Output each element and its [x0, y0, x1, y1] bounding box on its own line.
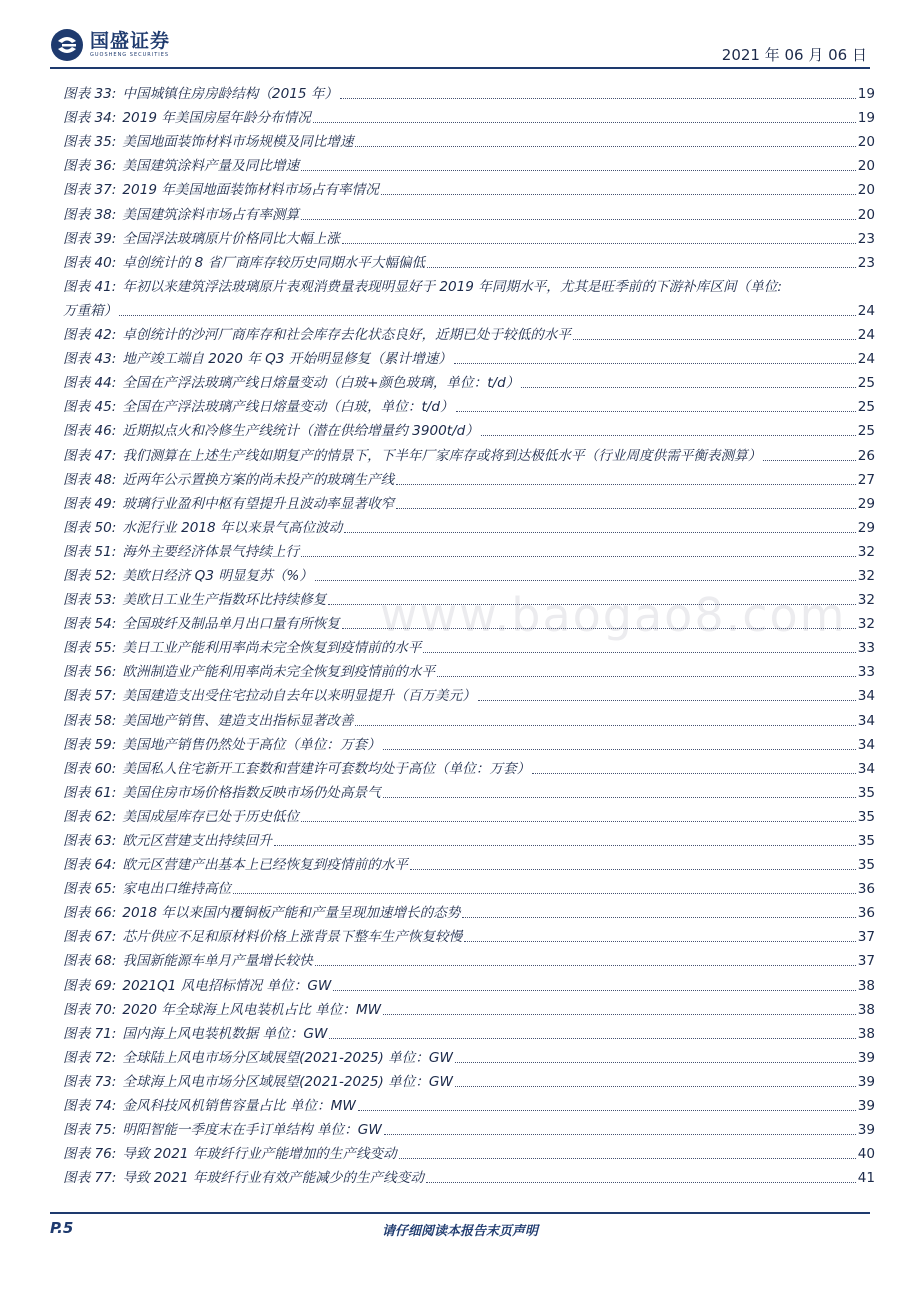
toc-leader-dots — [763, 459, 855, 461]
toc-leader-dots — [427, 266, 856, 268]
toc-leader-dots — [313, 121, 856, 123]
guosheng-logo-icon — [50, 28, 84, 62]
toc-entry-label: 图表 50: — [63, 519, 117, 536]
toc-entry[interactable] — [63, 874, 875, 898]
toc-entry[interactable] — [63, 898, 875, 922]
toc-entry-page: 20 — [857, 206, 875, 223]
toc-leader-dots — [355, 145, 855, 147]
toc-entry-page: 26 — [857, 447, 875, 464]
toc-entry-label: 图表 58: — [63, 712, 117, 729]
toc-entry-label: 图表 53: — [63, 592, 117, 609]
toc-entry[interactable] — [63, 730, 875, 754]
toc-entry-label: 图表 74: — [63, 1098, 117, 1115]
toc-leader-dots — [355, 724, 855, 726]
toc-entry[interactable] — [63, 609, 875, 633]
toc-entry-page: 37 — [857, 953, 875, 970]
toc-entry[interactable] — [63, 705, 875, 729]
toc-entry-title: 我国新能源车单月产量增长较快 — [122, 953, 313, 970]
toc-entry-label: 图表 71: — [63, 1025, 117, 1042]
toc-entry-page: 25 — [857, 375, 875, 392]
toc-entry-label: 图表 69: — [63, 977, 117, 994]
toc-entry-page: 29 — [857, 495, 875, 512]
toc-entry-page: 32 — [857, 616, 875, 633]
toc-entry-title: 明阳智能一季度末在手订单结构 单位：GW — [122, 1122, 382, 1139]
toc-leader-dots — [455, 1085, 856, 1087]
toc-entry-continuation[interactable] — [63, 296, 875, 320]
toc-entry-label: 图表 51: — [63, 543, 117, 560]
toc-entry[interactable] — [63, 1163, 875, 1187]
toc-entry-title: 近期拟点火和冷修生产线统计（潜在供给增量约 3900t/d） — [122, 423, 479, 440]
toc-leader-dots — [455, 1061, 856, 1063]
toc-entry-label: 图表 47: — [63, 447, 117, 464]
toc-entry[interactable] — [63, 392, 875, 416]
toc-entry[interactable] — [63, 826, 875, 850]
toc-entry-page: 29 — [857, 519, 875, 536]
toc-entry-label: 图表 55: — [63, 640, 117, 657]
toc-entry-title: 导致 2021 年玻纤行业有效产能减少的生产线变动 — [122, 1170, 424, 1187]
report-date: 2021 年 06 月 06 日 — [721, 46, 867, 64]
toc-leader-dots — [301, 820, 856, 822]
toc-entry[interactable] — [63, 1115, 875, 1139]
toc-entry-page: 38 — [857, 977, 875, 994]
toc-entry-label: 图表 48: — [63, 471, 117, 488]
toc-entry-page: 23 — [857, 230, 875, 247]
toc-entry-page: 35 — [857, 784, 875, 801]
toc-entry-page: 36 — [857, 905, 875, 922]
toc-entry-page: 32 — [857, 592, 875, 609]
toc-entry[interactable] — [63, 657, 875, 681]
toc-leader-dots — [328, 603, 855, 605]
toc-leader-dots — [396, 507, 855, 509]
toc-leader-dots — [462, 916, 855, 918]
toc-entry-title: 水泥行业 2018 年以来景气高位波动 — [122, 519, 343, 536]
toc-entry-title: 全国在产浮法玻璃产线日熔量变动（白玻，单位：t/d） — [122, 399, 454, 416]
toc-leader-dots — [481, 434, 856, 436]
toc-entry-title: 美欧日工业生产指数环比持续修复 — [122, 592, 327, 609]
toc-entry-page: 37 — [857, 929, 875, 946]
toc-entry[interactable] — [63, 633, 875, 657]
toc-entry-page: 39 — [857, 1073, 875, 1090]
toc-entry-label: 图表 54: — [63, 616, 117, 633]
toc-entry-title: 全国玻纤及制品单月出口量有所恢复 — [122, 616, 340, 633]
toc-entry[interactable] — [63, 224, 875, 248]
toc-leader-dots — [383, 1013, 856, 1015]
toc-leader-dots — [573, 338, 856, 340]
toc-entry-title: 2018 年以来国内覆铜板产能和产量呈现加速增长的态势 — [122, 905, 461, 922]
toc-entry-label: 图表 34: — [63, 110, 117, 127]
toc-entry-page: 19 — [857, 86, 875, 103]
toc-entry-title: 美国建造支出受住宅拉动自去年以来明显提升（百万美元） — [122, 688, 476, 705]
toc-entry[interactable] — [63, 1139, 875, 1163]
toc-entry-label: 图表 61: — [63, 784, 117, 801]
toc-leader-dots — [437, 675, 856, 677]
toc-entry-label: 图表 66: — [63, 905, 117, 922]
toc-entry-page: 39 — [857, 1098, 875, 1115]
toc-entry-page: 20 — [857, 182, 875, 199]
toc-entry-page: 23 — [857, 254, 875, 271]
toc-entry-page: 35 — [857, 808, 875, 825]
toc-leader-dots — [454, 362, 856, 364]
toc-entry-label: 图表 33: — [63, 86, 117, 103]
toc-entry[interactable] — [63, 320, 875, 344]
toc-entry-title: 导致 2021 年玻纤行业产能增加的生产线变动 — [122, 1146, 397, 1163]
toc-entry[interactable] — [63, 79, 875, 103]
toc-entry-title: 美国成屋库存已处于历史低位 — [122, 808, 300, 825]
brand-name-en: GUOSHENG SECURITIES — [90, 52, 170, 58]
toc-entry-page: 33 — [857, 640, 875, 657]
toc-entry-label: 图表 39: — [63, 230, 117, 247]
toc-entry-title: 美国建筑涂料市场占有率测算 — [122, 206, 300, 223]
toc-entry[interactable] — [63, 368, 875, 392]
toc-entry-title: 我们测算在上述生产线如期复产的情景下，下半年厂家库存或将到达极低水平（行业周度供需平衡表测算） — [122, 447, 762, 464]
toc-entry-title: 美国住房市场价格指数反映市场仍处高景气 — [122, 784, 381, 801]
toc-entry-title: 芯片供应不足和原材料价格上涨背景下整车生产恢复较慢 — [122, 929, 463, 946]
toc-entry-label: 图表 57: — [63, 688, 117, 705]
toc-entry-page: 27 — [857, 471, 875, 488]
toc-entry-page: 34 — [857, 736, 875, 753]
toc-entry-title-continued: 万重箱） — [63, 302, 118, 319]
toc-leader-dots — [383, 796, 856, 798]
toc-entry-page: 36 — [857, 881, 875, 898]
toc-entry-page: 20 — [857, 158, 875, 175]
toc-entry[interactable] — [63, 970, 875, 994]
toc-entry-label: 图表 75: — [63, 1122, 117, 1139]
toc-entry[interactable] — [63, 1091, 875, 1115]
toc-entry-label: 图表 60: — [63, 760, 117, 777]
toc-leader-dots — [329, 1037, 855, 1039]
toc-leader-dots — [119, 314, 855, 316]
toc-entry-title: 美国地面装饰材料市场规模及同比增速 — [122, 134, 354, 151]
toc-entry[interactable] — [63, 585, 875, 609]
toc-entry-label: 图表 70: — [63, 1001, 117, 1018]
toc-entry-page: 19 — [857, 110, 875, 127]
toc-leader-dots — [315, 579, 856, 581]
header-divider — [50, 67, 870, 69]
toc-entry-page: 33 — [857, 664, 875, 681]
toc-entry[interactable] — [63, 681, 875, 705]
toc-entry[interactable] — [63, 272, 875, 296]
toc-entry[interactable] — [63, 1067, 875, 1091]
toc-entry-page: 38 — [857, 1025, 875, 1042]
toc-entry-label: 图表 52: — [63, 567, 117, 584]
toc-entry[interactable] — [63, 440, 875, 464]
toc-leader-dots — [301, 169, 856, 171]
toc-entry-label: 图表 64: — [63, 857, 117, 874]
toc-entry-title: 全国浮法玻璃原片价格同比大幅上涨 — [122, 230, 340, 247]
toc-entry[interactable] — [63, 946, 875, 970]
toc-entry-label: 图表 72: — [63, 1049, 117, 1066]
toc-leader-dots — [399, 1157, 856, 1159]
table-of-figures — [63, 79, 875, 1187]
toc-entry-page: 35 — [857, 833, 875, 849]
toc-entry-label: 图表 63: — [63, 833, 117, 849]
toc-entry-page: 39 — [857, 1122, 875, 1139]
toc-entry-label: 图表 67: — [63, 929, 117, 946]
toc-entry-page: 34 — [857, 688, 875, 705]
toc-leader-dots — [426, 1181, 856, 1183]
toc-entry-page: 35 — [857, 857, 875, 874]
toc-leader-dots — [301, 555, 856, 557]
toc-entry-page: 34 — [857, 760, 875, 777]
toc-leader-dots — [342, 627, 856, 629]
toc-leader-dots — [344, 531, 855, 533]
toc-leader-dots — [333, 989, 855, 991]
toc-entry-title: 美欧日经济 Q3 明显复苏（%） — [122, 567, 313, 584]
toc-entry[interactable] — [63, 127, 875, 151]
toc-entry-label: 图表 65: — [63, 881, 117, 898]
toc-entry-title: 全球陆上风电市场分区域展望(2021-2025) 单位：GW — [122, 1049, 453, 1066]
toc-entry[interactable] — [63, 1043, 875, 1067]
toc-entry-title: 全国在产浮法玻璃产线日熔量变动（白玻+颜色玻璃，单位：t/d） — [122, 375, 520, 392]
toc-entry[interactable] — [63, 151, 875, 175]
toc-leader-dots — [410, 868, 856, 870]
toc-entry-title: 地产竣工端自 2020 年 Q3 开始明显修复（累计增速） — [122, 351, 452, 368]
toc-entry-title: 全球海上风电市场分区域展望(2021-2025) 单位：GW — [122, 1073, 453, 1090]
toc-entry-label: 图表 36: — [63, 158, 117, 175]
toc-leader-dots — [396, 483, 855, 485]
toc-entry-page: 34 — [857, 712, 875, 729]
page-header — [0, 0, 920, 70]
toc-leader-dots — [464, 940, 855, 942]
page-number: P.5 — [50, 1219, 74, 1237]
toc-entry-label: 图表 46: — [63, 423, 117, 440]
toc-entry[interactable] — [63, 199, 875, 223]
toc-entry-title: 2019 年美国房屋年龄分布情况 — [122, 110, 311, 127]
toc-entry-page: 39 — [857, 1049, 875, 1066]
toc-entry[interactable] — [63, 561, 875, 585]
toc-entry-title: 美国地产销售、建造支出指标显著改善 — [122, 712, 354, 729]
brand-name-cn: 国盛证券 — [90, 30, 171, 52]
toc-entry-label: 图表 38: — [63, 206, 117, 223]
toc-entry-label: 图表 42: — [63, 327, 117, 344]
toc-entry-title: 卓创统计的沙河厂商库存和社会库存去化状态良好，近期已处于较低的水平 — [122, 327, 571, 344]
toc-entry[interactable] — [63, 778, 875, 802]
toc-entry[interactable] — [63, 802, 875, 826]
toc-entry[interactable] — [63, 513, 875, 537]
toc-entry-title: 美国私人住宅新开工套数和营建许可套数均处于高位（单位：万套） — [122, 760, 531, 777]
toc-entry-title: 美日工业产能利用率尚未完全恢复到疫情前的水平 — [122, 640, 422, 657]
toc-entry-title: 欧元区营建产出基本上已经恢复到疫情前的水平 — [122, 857, 408, 874]
toc-entry-label: 图表 77: — [63, 1170, 117, 1187]
footer-divider — [50, 1212, 870, 1214]
toc-entry-title: 家电出口维持高位 — [122, 881, 232, 898]
toc-entry-label: 图表 44: — [63, 375, 117, 392]
brand-logo — [50, 28, 170, 62]
toc-entry-title: 玻璃行业盈利中枢有望提升且波动率显著收窄 — [122, 495, 395, 512]
toc-entry-title: 卓创统计的 8 省厂商库存较历史同期水平大幅偏低 — [122, 254, 426, 271]
toc-entry[interactable] — [63, 537, 875, 561]
toc-entry-page: 38 — [857, 1001, 875, 1018]
toc-entry-label: 图表 35: — [63, 134, 117, 151]
toc-entry-label: 图表 76: — [63, 1146, 117, 1163]
toc-leader-dots — [478, 699, 856, 701]
toc-entry-page: 24 — [857, 351, 875, 368]
toc-entry-page: 41 — [857, 1170, 875, 1187]
toc-entry-label: 图表 40: — [63, 254, 117, 271]
toc-entry[interactable] — [63, 754, 875, 778]
toc-entry[interactable] — [63, 1019, 875, 1043]
toc-entry-page: 32 — [857, 567, 875, 584]
toc-leader-dots — [521, 386, 855, 388]
toc-leader-dots — [423, 651, 855, 653]
toc-entry[interactable] — [63, 995, 875, 1019]
toc-entry-title: 年初以来建筑浮法玻璃原片表观消费量表现明显好于 2019 年同期水平，尤其是旺季前的下游补库区间（单位: — [122, 278, 782, 295]
toc-entry-label: 图表 37: — [63, 182, 117, 199]
toc-entry-title: 欧元区营建支出持续回升 — [122, 833, 272, 849]
toc-leader-dots — [315, 964, 856, 966]
toc-entry-title: 欧洲制造业产能利用率尚未完全恢复到疫情前的水平 — [122, 664, 436, 681]
watermark: www.baogao8.com — [380, 588, 847, 642]
toc-entry-label: 图表 68: — [63, 953, 117, 970]
toc-entry-page: 24 — [857, 302, 875, 319]
toc-entry-label: 图表 49: — [63, 495, 117, 512]
disclaimer-note: 请仔细阅读本报告末页声明 — [381, 1224, 538, 1239]
toc-entry-title: 美国建筑涂料产量及同比增速 — [122, 158, 300, 175]
toc-entry-title: 中国城镇住房房龄结构（2015 年） — [122, 86, 339, 103]
toc-entry-label: 图表 43: — [63, 351, 117, 368]
toc-leader-dots — [233, 892, 856, 894]
toc-entry[interactable] — [63, 489, 875, 513]
toc-leader-dots — [456, 410, 856, 412]
toc-entry-label: 图表 56: — [63, 664, 117, 681]
toc-entry[interactable] — [63, 465, 875, 489]
toc-entry-label: 图表 62: — [63, 808, 117, 825]
toc-leader-dots — [381, 193, 856, 195]
toc-entry-page: 32 — [857, 543, 875, 560]
toc-entry[interactable] — [63, 248, 875, 272]
toc-entry-title: 近两年公示置换方案的尚未投产的玻璃生产线 — [122, 471, 395, 488]
toc-entry-label: 图表 41: — [63, 278, 117, 295]
toc-entry-title: 金风科技风机销售容量占比 单位：MW — [122, 1098, 356, 1115]
toc-entry-title: 海外主要经济体景气持续上行 — [122, 543, 300, 560]
toc-entry-page: 25 — [857, 423, 875, 440]
toc-leader-dots — [342, 242, 856, 244]
toc-leader-dots — [532, 772, 855, 774]
toc-entry[interactable] — [63, 344, 875, 368]
toc-leader-dots — [301, 218, 856, 220]
toc-entry-page: 40 — [857, 1146, 875, 1163]
toc-entry-title: 2019 年美国地面装饰材料市场占有率情况 — [122, 182, 379, 199]
toc-entry-label: 图表 59: — [63, 736, 117, 753]
toc-entry[interactable] — [63, 103, 875, 127]
toc-leader-dots — [358, 1109, 856, 1111]
toc-leader-dots — [340, 97, 856, 99]
toc-entry-page: 20 — [857, 134, 875, 151]
toc-entry-label: 图表 45: — [63, 399, 117, 416]
toc-leader-dots — [383, 748, 856, 750]
toc-entry-title: 国内海上风电装机数据 单位：GW — [122, 1025, 328, 1042]
toc-entry-label: 图表 73: — [63, 1073, 117, 1090]
toc-leader-dots — [384, 1133, 856, 1135]
toc-entry-page: 25 — [857, 399, 875, 416]
toc-entry[interactable] — [63, 850, 875, 874]
toc-entry-page: 24 — [857, 327, 875, 344]
toc-entry[interactable] — [63, 416, 875, 440]
toc-entry-title: 2021Q1 风电招标情况 单位：GW — [122, 977, 332, 994]
toc-entry-title: 2020 年全球海上风电装机占比 单位：MW — [122, 1001, 382, 1018]
toc-leader-dots — [274, 844, 856, 846]
toc-entry-title: 美国地产销售仍然处于高位（单位：万套） — [122, 736, 381, 753]
toc-entry[interactable] — [63, 175, 875, 199]
toc-entry[interactable] — [63, 922, 875, 946]
